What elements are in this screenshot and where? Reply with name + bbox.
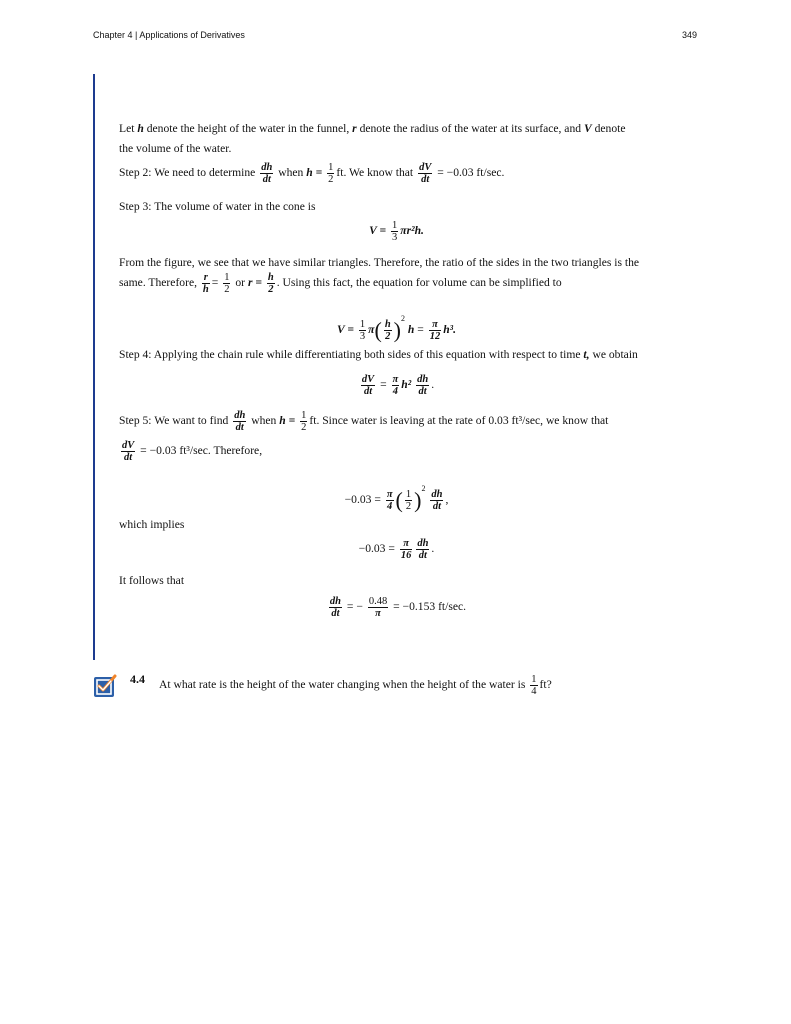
equation-substitution: −0.03 = $\frac{\pi}{4}$ ( $\frac{1}{2}$ )$^2$ $\frac{dh}{dt}$ , <box>344 484 449 513</box>
paragraph-variables: Let h denote the height of the water in the funnel, r denote the radius of the water at its surface, and V denote <box>119 122 626 135</box>
checkpoint-exercise <box>93 672 693 702</box>
page-number: 349 <box>682 30 698 40</box>
equation-chain-rule: $\frac{dV}{dt}$ = $\frac{\pi}{4}$ h² $\frac{dh}{dt}$ . <box>361 374 435 397</box>
which-implies: which implies <box>119 518 185 531</box>
fraction-one-half: $\frac{1}{2}$ <box>328 162 334 185</box>
equation-cone-volume: V = $\frac{1}{3}$ πr²h. <box>369 220 424 243</box>
paragraph-variables-line2: the volume of the water. <box>119 142 232 155</box>
checkpoint-check-icon <box>93 674 117 698</box>
equation-simplified-volume: V = $\frac{1}{3}$ π( $\frac{h}{2}$ )$^2$ h = $\frac{\pi}{12}$ h³. <box>336 314 457 343</box>
fraction-dh-dt: $\frac{dh}{dt}$ <box>261 162 273 185</box>
step-3: Step 3: The volume of water in the cone is <box>119 200 316 213</box>
it-follows: It follows that <box>119 574 185 587</box>
step-4: Step 4: Applying the chain rule while differentiating both sides of this equation with respect to time t, we obtain <box>119 348 638 361</box>
running-header: Chapter 4 | Applications of Derivatives <box>93 30 245 40</box>
checkpoint-number: 4.4 <box>130 672 145 686</box>
step-5: Step 5: We want to find $\frac{dh}{dt}$ when h = $\frac{1}{2}$ ft. Since water is leaving at the rate of 0.03 ft³/sec, we know that <box>119 410 609 433</box>
example-sidebar-rule <box>93 74 95 660</box>
checkpoint-question: At what rate is the height of the water changing when the height of the water is $\frac{1}{4}$ ft? <box>159 674 552 697</box>
paragraph-similar-triangles: From the figure, we see that we have similar triangles. Therefore, the ratio of the sides in the two triangles is the <box>119 256 640 269</box>
step-2: Step 2: We need to determine $\frac{dh}{dt}$ when h = $\frac{1}{2}$ ft. We know that $\frac{dV}{dt}$ = −0.03 ft/sec. <box>119 162 505 185</box>
equation-implies: −0.03 = $\frac{\pi}{16}$ $\frac{dh}{dt}$ . <box>358 538 435 561</box>
equation-result: $\frac{dh}{dt}$ = − $\frac{0.48}{\pi}$ = −0.153 ft/sec. <box>329 596 467 619</box>
paragraph-similar-triangles-line2: same. Therefore, $\frac{r}{h}$ = $\frac{1}{2}$ or r = $\frac{h}{2}$ . Using this fact, the equation for volume can be simplified to <box>119 272 562 295</box>
fraction-dV-dt: $\frac{dV}{dt}$ <box>419 162 432 185</box>
step-5-line2: $\frac{dV}{dt}$ = −0.03 ft³/sec. Therefore, <box>122 440 263 463</box>
